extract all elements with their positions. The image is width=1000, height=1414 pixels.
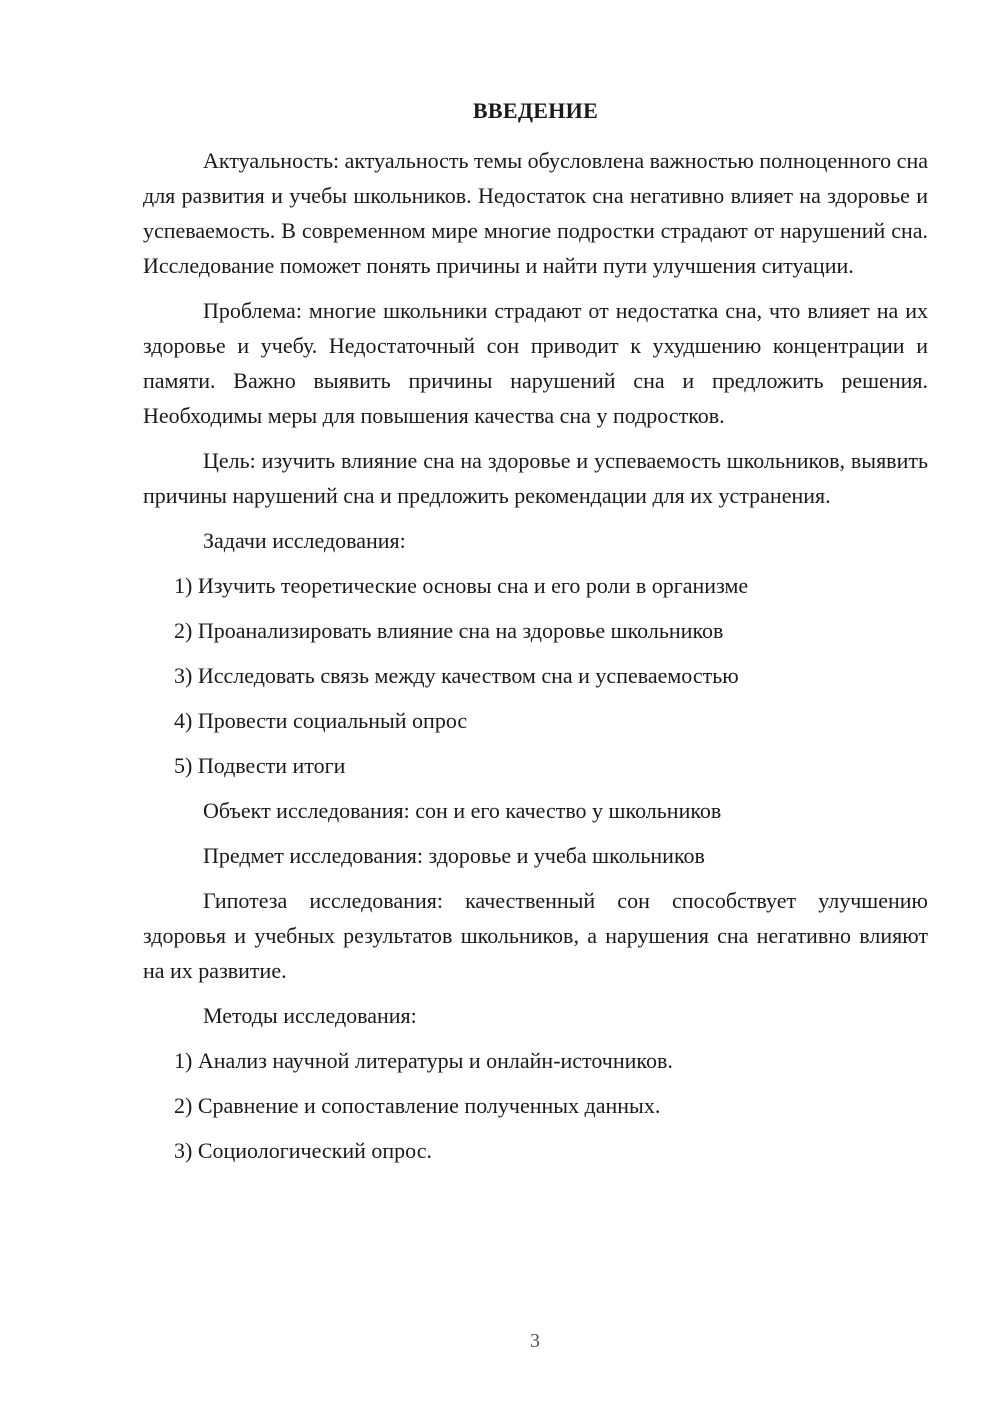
relevance-paragraph: Актуальность: актуальность темы обусловлена важностью полноценного сна для развития и учебы школьников. Недостаток сна негативно влияет на здоровье и успеваемость. В современном мире многие подростки страдают от нарушений сна. Исследование поможет понять причины и найти пути улучшения ситуации. [143,148,928,278]
page-number: 3 [530,1330,540,1352]
list-item: 5) Подвести итоги [174,753,346,778]
tasks-list [143,568,928,783]
tasks-heading: Задачи исследования: [203,528,406,553]
research-subject: Предмет исследования: здоровье и учеба школьников [203,843,705,868]
list-item: 1) Изучить теоретические основы сна и его роли в организме [174,573,749,598]
research-object: Объект исследования: сон и его качество у школьников [203,798,722,823]
section-title: ВВЕДЕНИЕ [472,98,599,123]
methods-heading: Методы исследования: [203,1003,417,1028]
list-item: 4) Провести социальный опрос [174,708,468,733]
list-item: 3) Социологический опрос. [174,1138,432,1163]
list-item: 3) Исследовать связь между качеством сна и успеваемостью [174,663,739,688]
list-item: 2) Проанализировать влияние сна на здоровье школьников [174,618,724,643]
goal-paragraph: Цель: изучить влияние сна на здоровье и успеваемость школьников, выявить причины нарушений сна и предложить рекомендации для их устранения. [143,448,928,508]
hypothesis-paragraph: Гипотеза исследования: качественный сон способствует улучшению здоровья и учебных результатов школьников, а нарушения сна негативно влияют на их развитие. [143,888,928,983]
methods-list [143,1043,928,1168]
list-item: 2) Сравнение и сопоставление полученных данных. [174,1093,661,1118]
document-page [143,96,928,1178]
list-item: 1) Анализ научной литературы и онлайн-источников. [174,1048,673,1073]
problem-paragraph: Проблема: многие школьники страдают от недостатка сна, что влияет на их здоровье и учебу. Недостаточный сон приводит к ухудшению концентрации и памяти. Важно выявить причины нарушений сна и предложить решения. Необходимы меры для повышения качества сна у подростков. [143,298,928,428]
